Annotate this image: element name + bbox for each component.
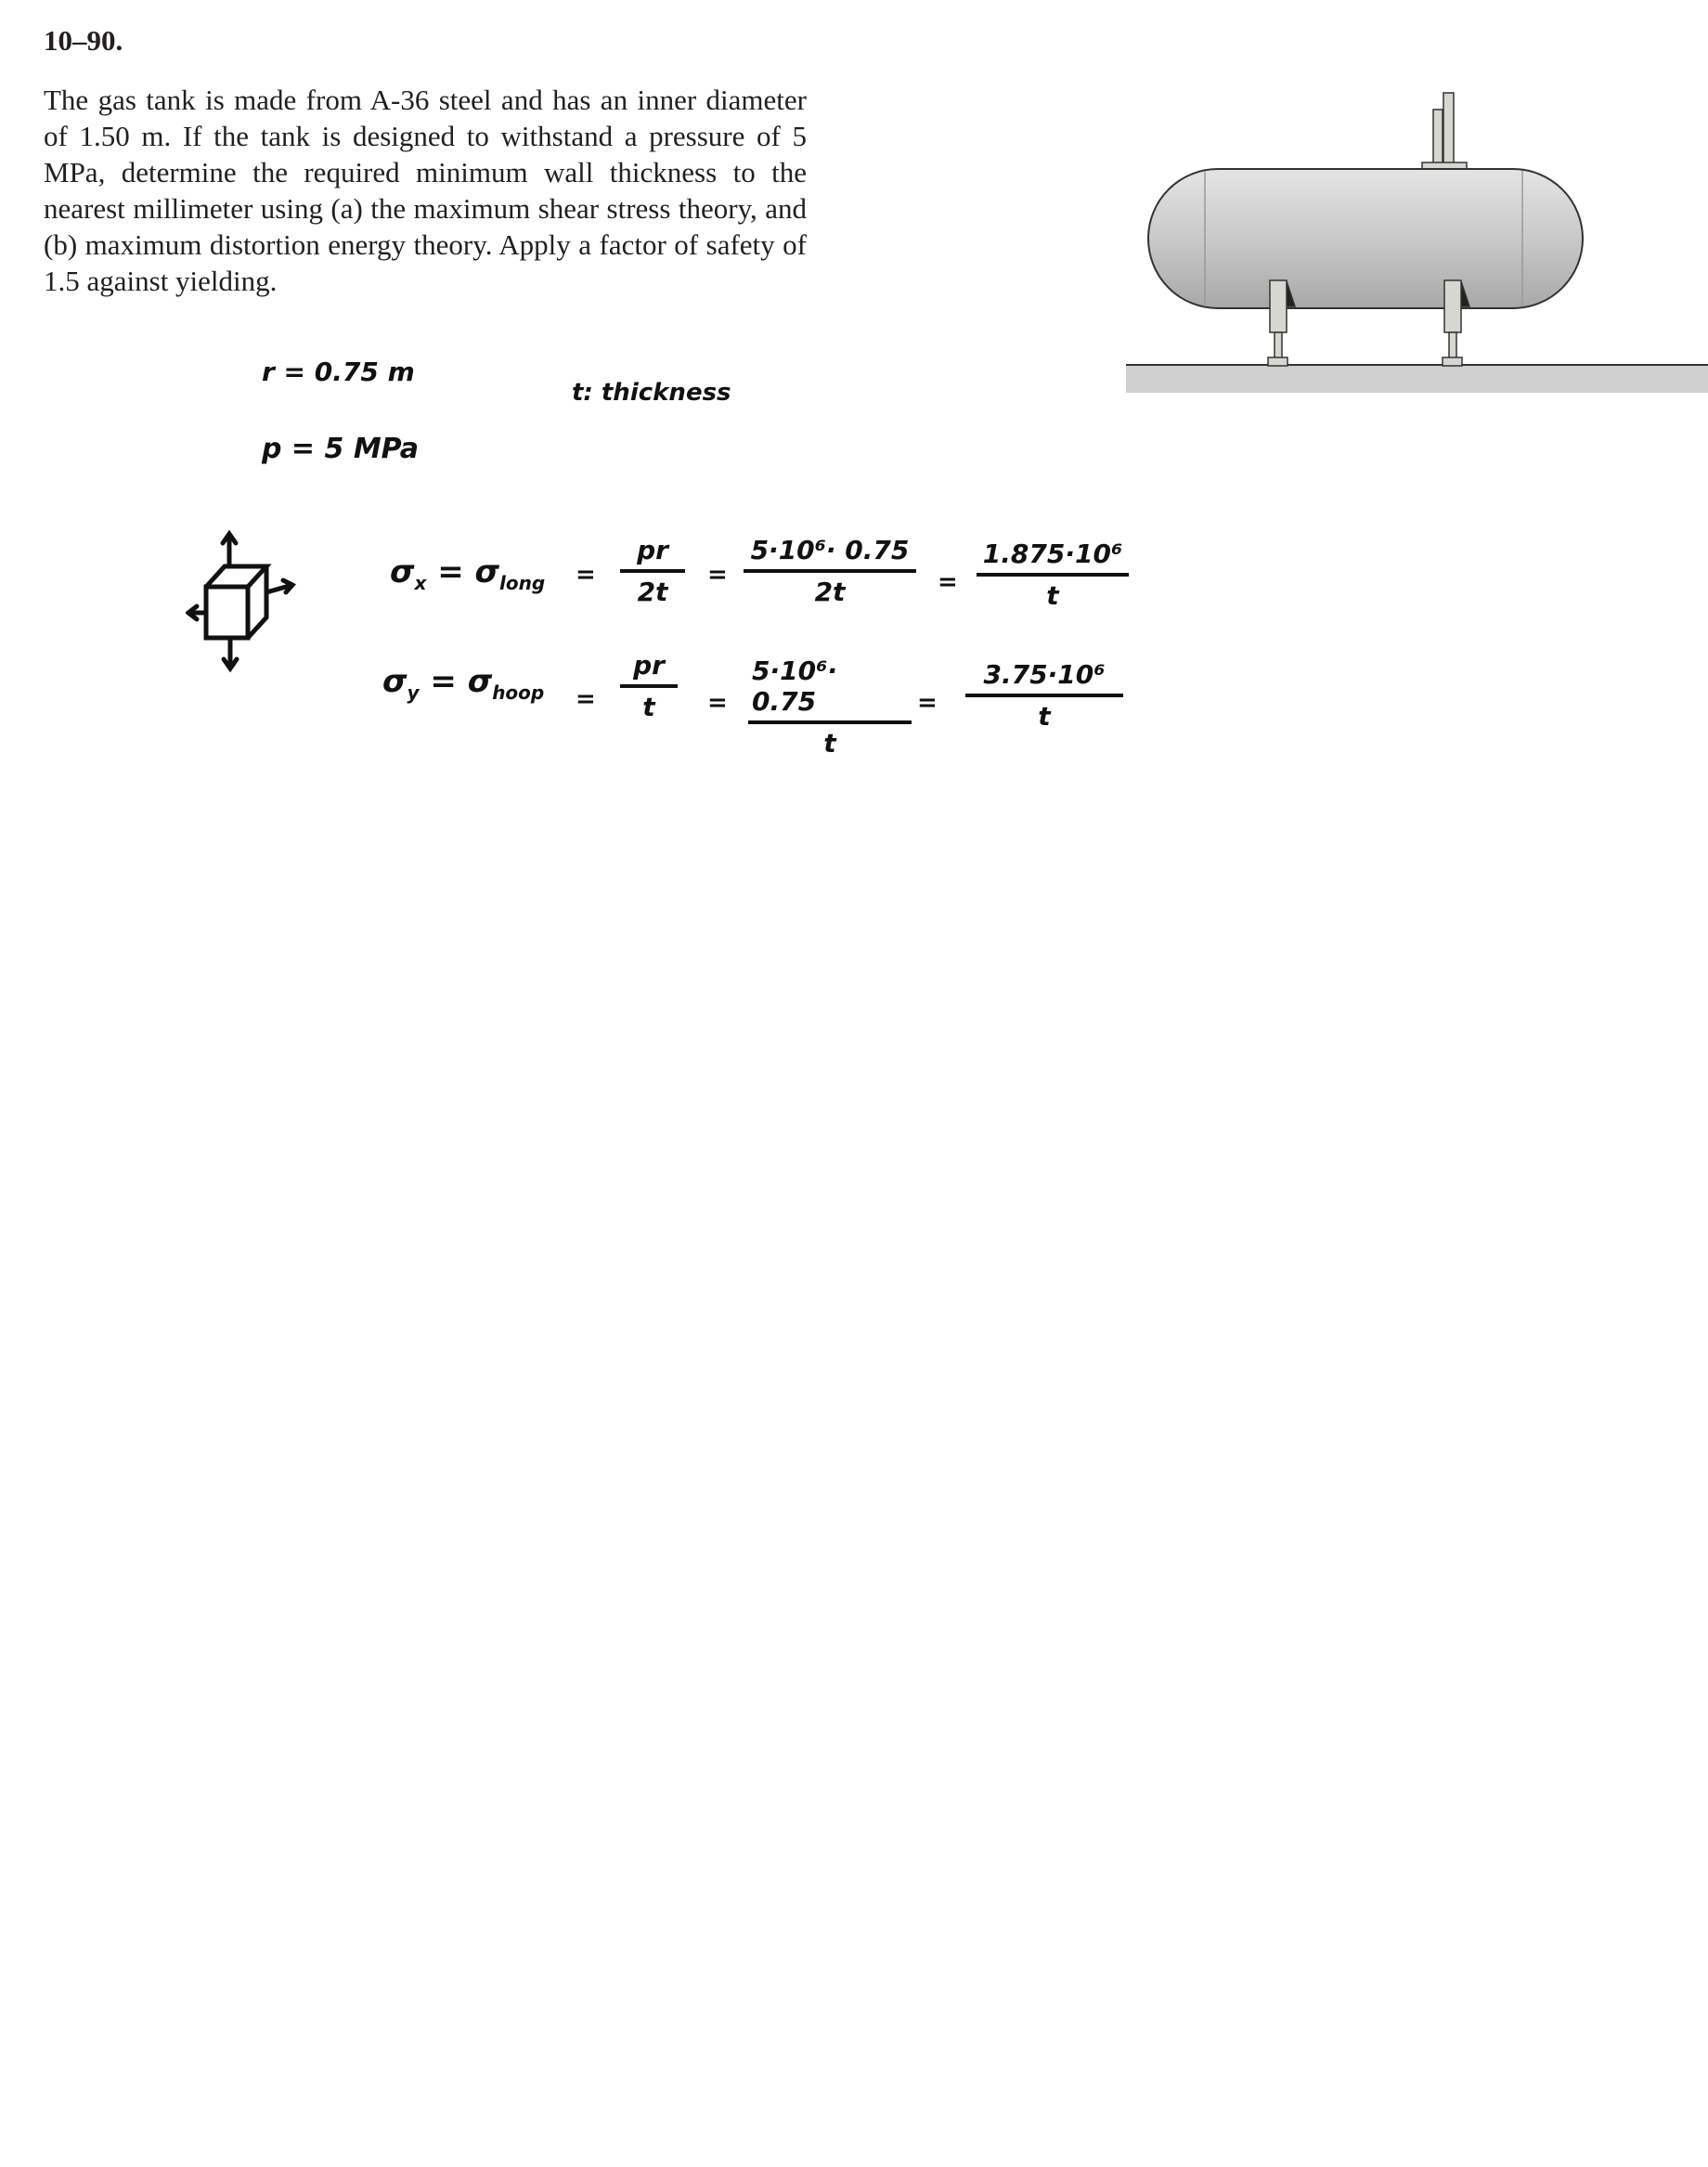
equals-sign: =: [576, 561, 596, 589]
fraction-pr-2t: pr 2t: [620, 535, 685, 607]
tank-body: [1148, 169, 1583, 308]
sigma-y-label: $\sigma_y = \sigma_{hoop}$: [382, 663, 545, 704]
equals-sign: =: [917, 689, 938, 717]
problem-statement: The gas tank is made from A-36 steel and has an inner diameter of 1.50 m. If the tank is designed to withstand a pressure of 5 MPa, determine the required minimum wall thickness to the nearest millimeter using (a) the maximum shear stress theory, and (b) maximum distortion energy theory. Apply a factor of safety of 1.5 against yielding.: [44, 84, 807, 297]
fraction-substituted-long: 5·10⁶· 0.75 2t: [744, 535, 916, 607]
vent-pipes: [1422, 93, 1467, 171]
gas-tank-illustration: [1114, 74, 1708, 399]
equals-sign: =: [576, 685, 596, 713]
fraction-pr-t: pr t: [620, 650, 678, 722]
stress-element-cube-icon: [186, 529, 334, 678]
fraction-result-long: 1.875·10⁶ t: [977, 539, 1129, 611]
equals-sign: =: [707, 561, 728, 589]
thickness-note: t: thickness: [572, 379, 731, 407]
fraction-result-hoop: 3.75·10⁶ t: [965, 659, 1123, 732]
problem-number: 10–90.: [44, 24, 123, 57]
sigma-x-label: $\sigma_x = \sigma_{long}$: [390, 553, 546, 594]
radius-note: r = 0.75 m: [262, 357, 415, 387]
ground: [1126, 365, 1708, 393]
pressure-note: p = 5 MPa: [262, 433, 419, 465]
fraction-substituted-hoop: 5·10⁶· 0.75 t: [748, 655, 912, 759]
equals-sign: =: [938, 568, 958, 596]
equals-sign: =: [707, 689, 728, 717]
